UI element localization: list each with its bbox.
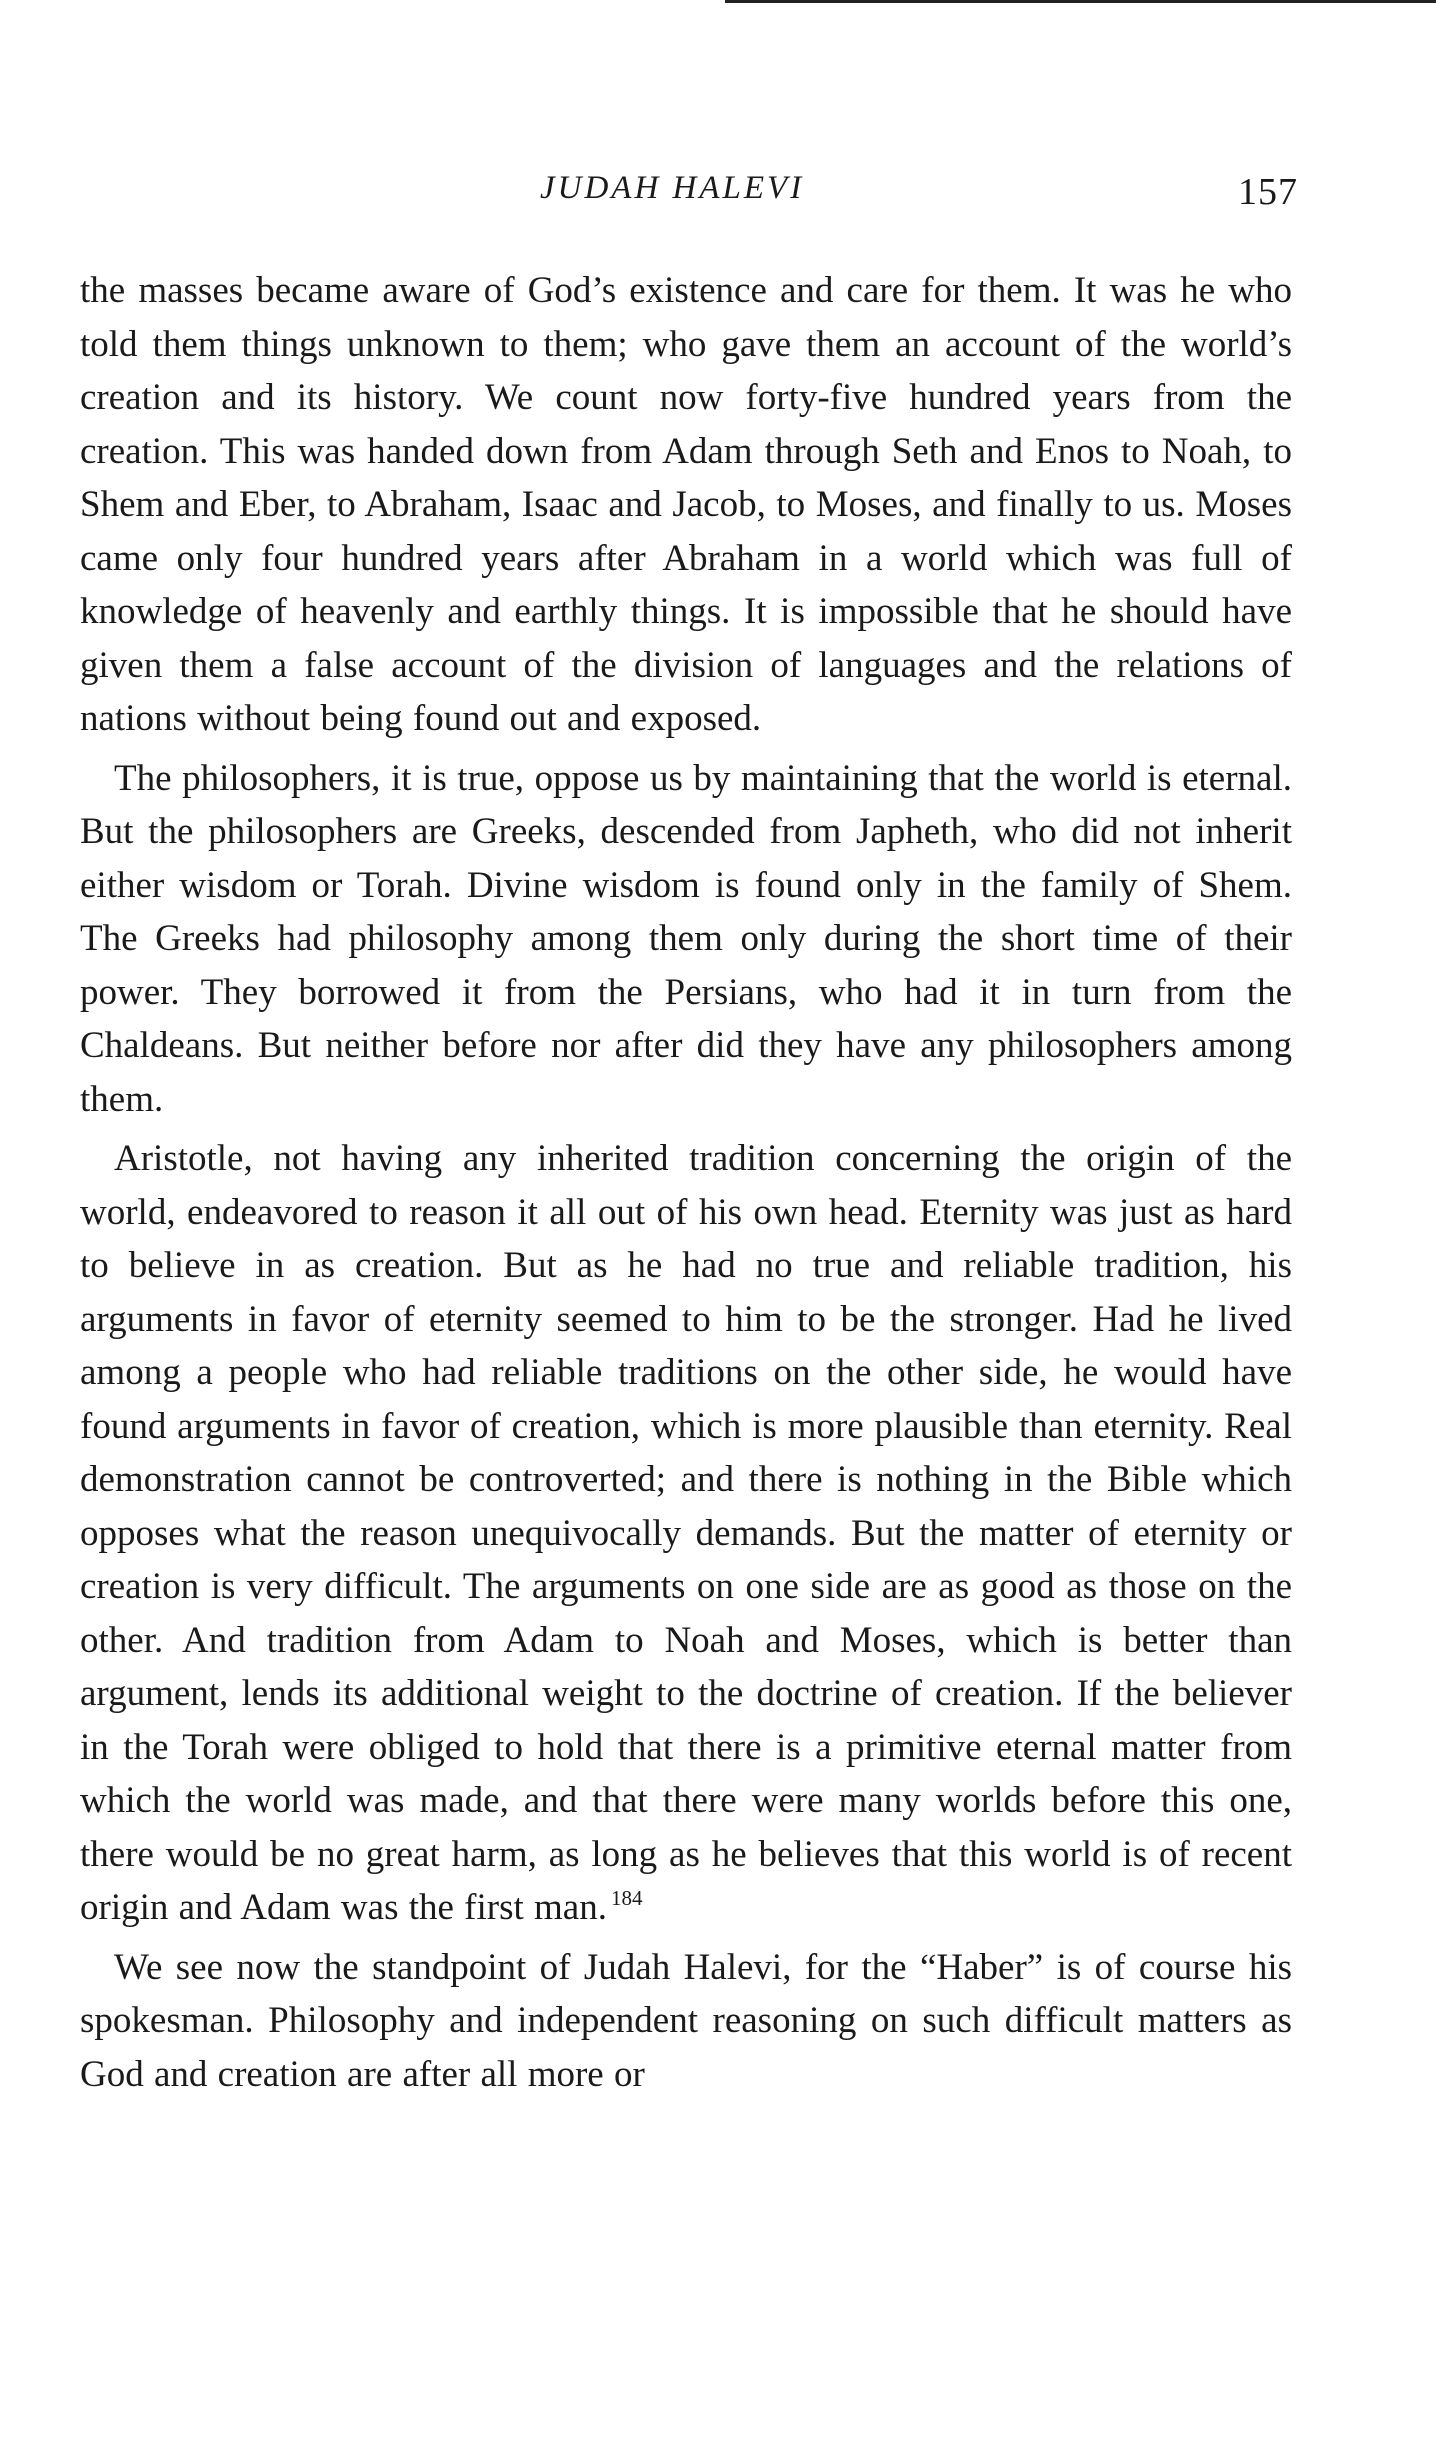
running-head [0,170,1436,230]
paragraph-aristotle [80,1132,1292,1935]
paragraph-text: We see now the standpoint of Judah Halevi, for the “Haber” is of course his spokesman. Philosophy and independent reasoning on such difficult matters as God and creation are after all more or [80,1946,1292,2095]
paragraph-philosophers [80,752,1292,1127]
paragraph-continued [80,264,1292,746]
body-text [80,264,1292,2107]
footnote-reference: 184 [610,1886,643,1910]
paragraph-text: The philosophers, it is true, oppose us by maintaining that the world is eternal. But the philosophers are Greeks, descended from Japheth, who did not inherit either wisdom or Torah. Divine wisdom is found only in the family of Shem. The Greeks had philosophy among them only during the short time of their power. They borrowed it from the Persians, who had it in turn from the Chaldeans. But neither before nor after did they have any philosophers among them. [80,757,1292,1120]
paragraph-text: Aristotle, not having any inherited tradition concerning the origin of the world, endeavored to reason it all out of his own head. Eternity was just as hard to believe in as creation. But as he had no true and reliable tradition, his arguments in favor of eternity seemed to him to be the stronger. Had he lived among a people who had reliable traditions on the other side, he would have found arguments in favor of creation, which is more plausible than eternity. Real demonstration cannot be controverted; and there is nothing in the Bible which opposes what the reason unequivocally demands. But the matter of eternity or creation is very difficult. The arguments on one side are as good as those on the other. And tradition from Adam to Noah and Moses, which is better than argument, lends its additional weight to the doctrine of creation. If the believer in the Torah were obliged to hold that there is a primitive eternal matter from which the world was made, and that there were many worlds before this one, there would be no great harm, as long as he believes that this world is of recent origin and Adam was the first man. [80,1138,1292,1928]
top-rule [725,0,1436,3]
page-number: 157 [1238,171,1298,213]
running-title: JUDAH HALEVI [540,170,805,206]
paragraph-standpoint [80,1941,1292,2102]
paragraph-text: the masses became aware of God’s existence and care for them. It was he who told them things unknown to them; who gave them an account of the world’s creation and its history. We count now forty-five hundred years from the creation. This was handed down from Adam through Seth and Enos to Noah, to Shem and Eber, to Abraham, Isaac and Jacob, to Moses, and finally to us. Moses came only four hundred years after Abraham in a world which was full of knowledge of heavenly and earthly things. It is impossible that he should have given them a false account of the division of languages and the relations of nations without being found out and exposed. [80,270,1292,739]
